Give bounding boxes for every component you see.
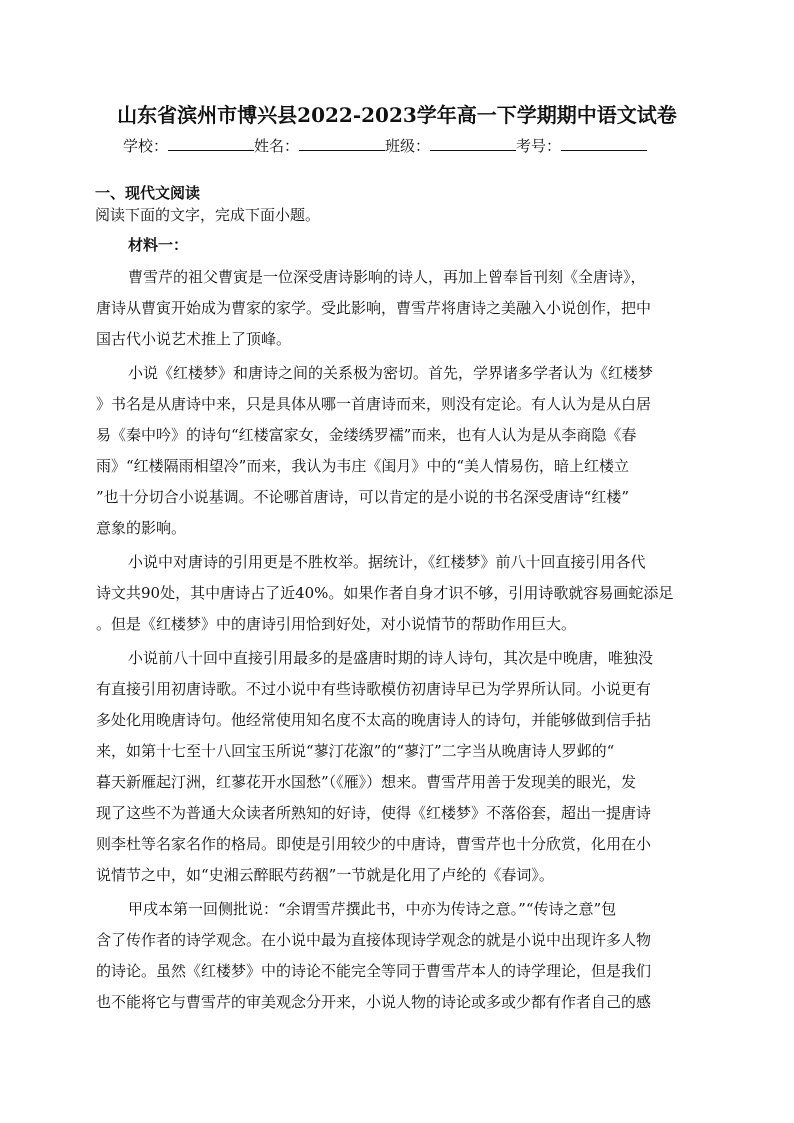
class-blank[interactable] [430,136,516,151]
student-info-line [123,135,683,157]
passage-paragraph [96,358,700,544]
passage-line: 暮天新雁起汀洲，红蓼花开水国愁”（《雁》）想来。曹雪芹用善于发现美的眼光，发 [96,773,637,791]
passage-line: ”也十分切合小说基调。不论哪首唐诗，可以肯定的是小说的书名深受唐诗“红楼” [96,488,630,506]
passage-line: 雨》“红楼隔雨相望冷”而来，我认为韦庄《闺月》中的“美人情易伤，暗上红楼立 [96,457,630,475]
exam-no-blank[interactable] [561,136,647,151]
passage-paragraph [96,262,700,355]
passage-line: 的诗论。虽然《红楼梦》中的诗论不能完全等同于曹雪芹本人的诗学理论，但是我们 [96,962,652,980]
passage-line: 》书名是从唐诗中来，只是具体从哪一首唐诗而来，则没有定论。有人认为是从白居 [96,395,652,413]
exam-no-field [516,135,647,157]
passage-line: 。但是《红楼梦》中的唐诗引用恰到好处，对小说情节的帮助作用巨大。 [96,615,577,633]
passage-line: 甲戌本第一回侧批说：“余谓雪芹撰此书，中亦为传诗之意。”“传诗之意”包 [128,900,617,918]
passage-line: 诗文共90处，其中唐诗占了近40%。如果作者自身才识不够，引用诗歌就容易画蛇添足 [96,584,674,602]
passage-line: 现了这些不为普通大众读者所熟知的好诗，使得《红楼梦》不落俗套，超出一提唐诗 [96,804,652,822]
passage-line: 小说《红楼梦》和唐诗之间的关系极为密切。首先，学界诸多学者认为《红楼梦 [128,364,654,382]
school-field [123,135,254,157]
reading-passage [96,262,700,1021]
passage-line: 小说中对唐诗的引用更是不胜枚举。据统计，《红楼梦》前八十回直接引用各代 [128,553,646,571]
class-field [385,135,516,157]
passage-line: 意象的影响。 [96,519,187,537]
passage-line: 小说前八十回中直接引用最多的是盛唐时期的诗人诗句，其次是中晚唐，唯独没 [128,649,654,667]
exam-no-label: 考号： [516,137,562,155]
school-blank[interactable] [168,136,254,151]
passage-line: 曹雪芹的祖父曹寅是一位深受唐诗影响的诗人，再加上曾奉旨刊刻《全唐诗》， [128,268,646,286]
passage-line: 有直接引用初唐诗歌。不过小说中有些诗歌模仿初唐诗早已为学界所认同。小说更有 [96,680,652,698]
school-label: 学校： [123,137,169,155]
passage-line: 易《秦中吟》的诗句“红楼富家女，金缕绣罗襦”而来，也有人认为是从李商隐《春 [96,426,637,444]
passage-line: 则李杜等名家名作的格局。即使是引用较少的中唐诗，曹雪芹也十分欣赏，化用在小 [96,835,652,853]
name-label: 姓名： [254,137,300,155]
passage-line: 来，如第十七至十八回宝玉所说“蓼汀花溆”的“蓼汀”二字当从晚唐诗人罗邺的“ [96,742,615,760]
passage-line: 多处化用晚唐诗句。他经常使用知名度不太高的晚唐诗人的诗句，并能够做到信手拈 [96,711,652,729]
passage-line: 说情节之中，如“史湘云醉眠芍药裀”一节就是化用了卢纶的《春词》。 [96,866,554,884]
passage-paragraph [96,894,700,1018]
name-blank[interactable] [299,136,385,151]
name-field [254,135,385,157]
passage-line: 唐诗从曹寅开始成为曹家的家学。受此影响，曹雪芹将唐诗之美融入小说创作，把中 [96,299,652,317]
section-heading: 一、现代文阅读 [95,184,201,202]
passage-paragraph [96,547,700,640]
passage-line: 含了传作者的诗学观念。在小说中最为直接体现诗学观念的就是小说中出现许多人物 [96,931,652,949]
page-title: 山东省滨州市博兴县2022-2023学年高一下学期期中语文试卷 [117,103,677,127]
passage-paragraph [96,643,700,891]
material-label: 材料一： [128,236,189,254]
reading-instruction: 阅读下面的文字，完成下面小题。 [95,206,321,224]
class-label: 班级： [385,137,431,155]
passage-line: 国古代小说艺术推上了顶峰。 [96,330,292,348]
passage-line: 也不能将它与曹雪芹的审美观念分开来，小说人物的诗论或多或少都有作者自己的感 [96,993,652,1011]
